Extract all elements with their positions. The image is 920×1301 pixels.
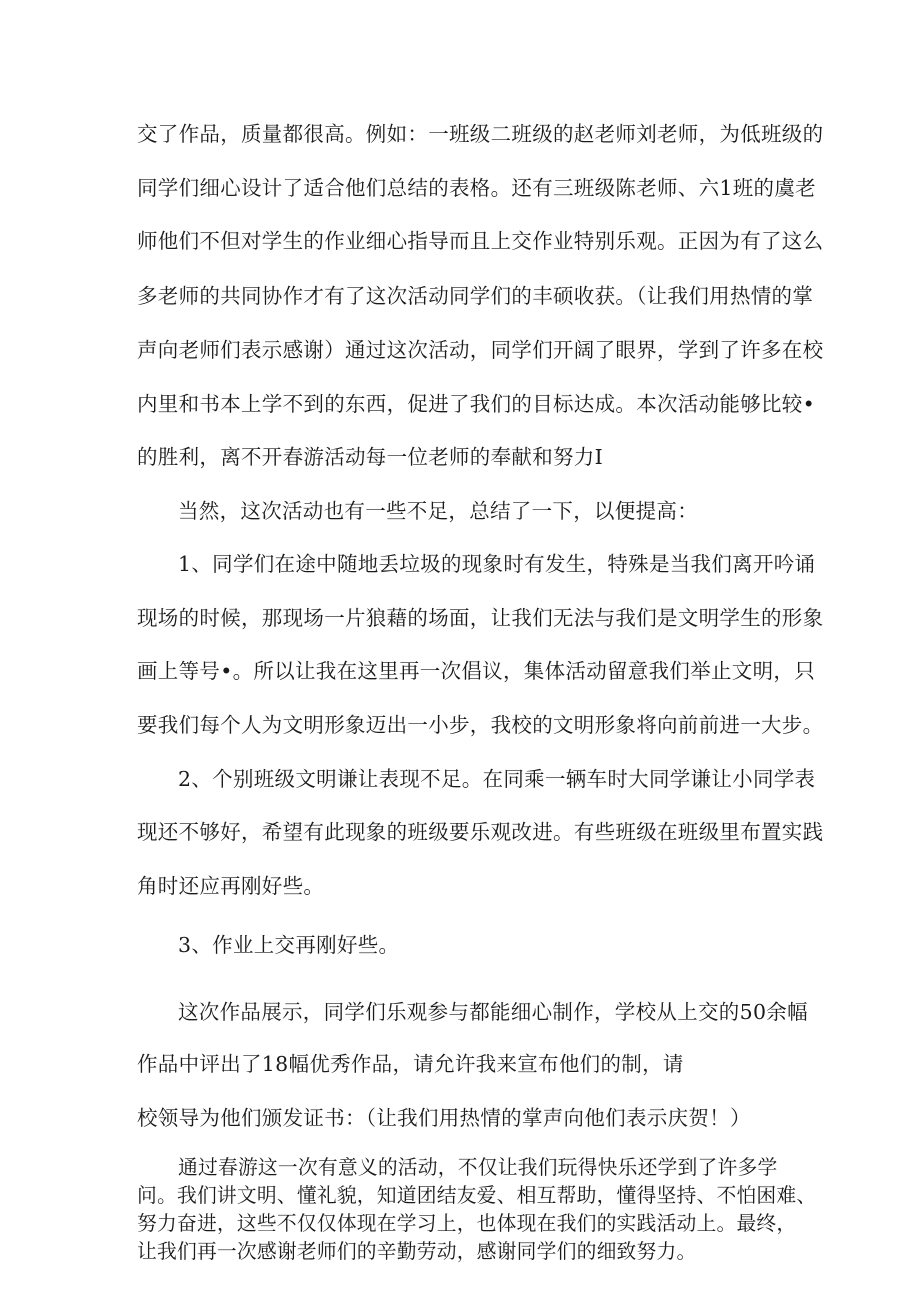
text-line: 内里和书本上学不到的东西，促进了我们的目标达成。本次活动能够比较• xyxy=(137,392,815,416)
list-item-line: 3、作业上交再刚好些。 xyxy=(178,933,400,957)
list-item-line: 画上等号•。所以让我在这里再一次倡议，集体活动留意我们举止文明，只 xyxy=(137,659,815,683)
text-line: 通过春游这一次有意义的活动，不仅让我们玩得快乐还学到了许多学 xyxy=(178,1156,778,1179)
list-item-line: 1、同学们在途中随地丢垃圾的现象时有发生，特殊是当我们离开吟诵 xyxy=(178,552,816,576)
text-line: 这次作品展示，同学们乐观参与都能细心制作，学校从上交的50余幅 xyxy=(178,1000,808,1024)
text-line: 声向老师们表示感谢）通过这次活动，同学们开阔了眼界，学到了许多在校 xyxy=(137,338,824,362)
list-item-line: 角时还应再刚好些。 xyxy=(137,874,325,898)
text-line: 师他们不但对学生的作业细心指导而且上交作业特别乐观。正因为有了这么 xyxy=(137,229,824,253)
list-item-line: 现场的时候，那现场一片狼藉的场面，让我们无法与我们是文明学生的形象 xyxy=(137,606,824,630)
text-line: 当然，这次活动也有一些不足，总结了一下，以便提高： xyxy=(178,499,698,523)
text-line: 让我们再一次感谢老师们的辛勤劳动，感谢同学们的细致努力。 xyxy=(137,1240,697,1263)
text-line: 努力奋进，这些不仅仅体现在学习上，也体现在我们的实践活动上。最终， xyxy=(137,1212,797,1235)
text-line: 同学们细心设计了适合他们总结的表格。还有三班级陈老师、六1班的虞老 xyxy=(137,176,816,200)
text-line: 多老师的共同协作才有了这次活动同学们的丰硕收获。（让我们用热情的掌 xyxy=(137,284,814,308)
text-line: 校领导为他们颁发证书：（让我们用热情的掌声向他们表示庆贺！） xyxy=(137,1106,751,1130)
list-item-line: 要我们每个人为文明形象迈出一小步，我校的文明形象将向前前进一大步。 xyxy=(137,713,824,737)
text-line: 作品中评出了18幅优秀作品，请允许我来宣布他们的制，请 xyxy=(137,1052,684,1076)
text-line: 交了作品，质量都很高。例如：一班级二班级的赵老师刘老师，为低班级的 xyxy=(137,122,824,146)
text-line: 的胜利，离不开春游活动每一位老师的奉献和努力I xyxy=(137,445,603,469)
list-item-line: 2、个别班级文明谦让表现不足。在同乘一辆车时大同学谦让小同学表 xyxy=(178,767,816,791)
list-item-line: 现还不够好，希望有此现象的班级要乐观改进。有些班级在班级里布置实践 xyxy=(137,820,824,844)
text-line: 问。我们讲文明、懂礼貌，知道团结友爱、相互帮助，懂得坚持、不怕困难、 xyxy=(137,1184,817,1207)
